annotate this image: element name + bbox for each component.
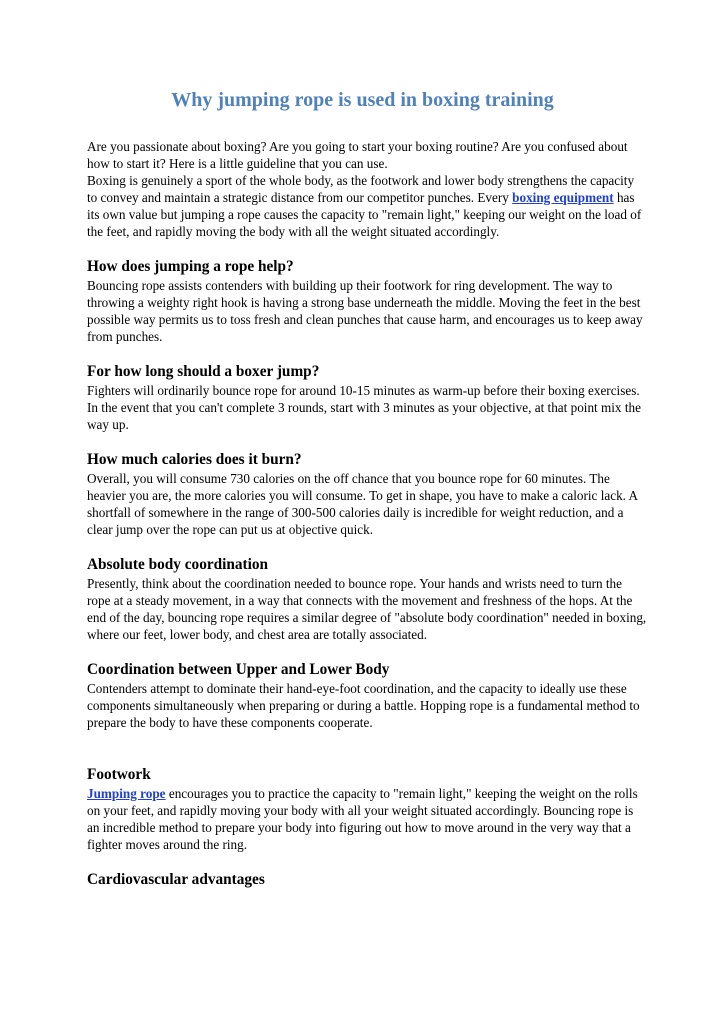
boxing-equipment-link[interactable]: boxing equipment <box>512 190 614 205</box>
section-how-jumping-helps <box>87 257 647 345</box>
intro-section <box>87 138 647 240</box>
section-body <box>87 785 647 853</box>
document-title: Why jumping rope is used in boxing training <box>171 89 554 111</box>
section-calories <box>87 450 647 538</box>
document-page <box>87 86 647 890</box>
intro-paragraph-1: Are you passionate about boxing? Are you going to start your boxing routine? Are you confused about how to start it? Here is a little guideline that you can use. <box>87 139 628 171</box>
section-cardiovascular <box>87 870 647 890</box>
footwork-text-after-link: encourages you to practice the capacity to "remain light," keeping the weight on the rolls on your feet, and rapidly moving your body with all your weight situated accordingly. Bouncing rope is an incredible method to prepare your body into figuring out how to move around in the very way that a fighter moves around the ring. <box>87 786 638 852</box>
section-heading: For how long should a boxer jump? <box>87 363 320 380</box>
section-body: Contenders attempt to dominate their hand-eye-foot coordination, and the capacity to ideally use these components simultaneously when preparing or during a battle. Hopping rope is a fundamental method to prepare the body to have these components cooperate. <box>87 681 640 730</box>
intro-text-after-link: has its own value but jumping a rope causes the capacity to "remain light," keeping our weight on the load of the feet, and rapidly moving the body with all the weight situated accordingly. <box>87 190 642 239</box>
section-body: Overall, you will consume 730 calories on the off chance that you bounce rope for 60 minutes. The heavier you are, the more calories you will consume. To get in shape, you have to make a caloric lack. A shortfall of somewhere in the range of 300-500 calories daily is incredible for weight reduction, and a clear jump over the rope can put us at objective quick. <box>87 471 638 537</box>
section-footwork <box>87 765 647 853</box>
section-upper-lower-coordination <box>87 660 647 731</box>
section-body: Fighters will ordinarily bounce rope for around 10-15 minutes as warm-up before their boxing exercises. In the event that you can't complete 3 rounds, start with 3 minutes as your objective, at that point mix the way up. <box>87 383 641 432</box>
section-heading: Footwork <box>87 766 151 783</box>
section-how-long-jump <box>87 362 647 433</box>
intro-text-before-link: Boxing is genuinely a sport of the whole body, as the footwork and lower body strengthens the capacity to convey and maintain a strategic distance from our competitor punches. Every <box>87 173 635 205</box>
section-body: Bouncing rope assists contenders with building up their footwork for ring development. The way to throwing a weighty right hook is having a strong base underneath the middle. Moving the feet in the best possible way permits us to toss fresh and clean punches that cause harm, and encourages us to keep away from punches. <box>87 278 643 344</box>
jumping-rope-link[interactable]: Jumping rope <box>87 786 166 801</box>
section-heading: Absolute body coordination <box>87 556 269 573</box>
section-heading: Cardiovascular advantages <box>87 871 265 888</box>
intro-paragraph-2 <box>87 172 647 240</box>
section-body: Presently, think about the coordination needed to bounce rope. Your hands and wrists need to turn the rope at a steady movement, in a way that connects with the movement and freshness of the hops. At the end of the day, bouncing rope requires a similar degree of "absolute body coordination" needed in boxing, where our feet, lower body, and chest area are totally associated. <box>87 576 647 642</box>
section-heading: Coordination between Upper and Lower Body <box>87 661 390 678</box>
section-absolute-coordination <box>87 555 647 643</box>
section-heading: How does jumping a rope help? <box>87 258 294 275</box>
section-heading: How much calories does it burn? <box>87 451 302 468</box>
